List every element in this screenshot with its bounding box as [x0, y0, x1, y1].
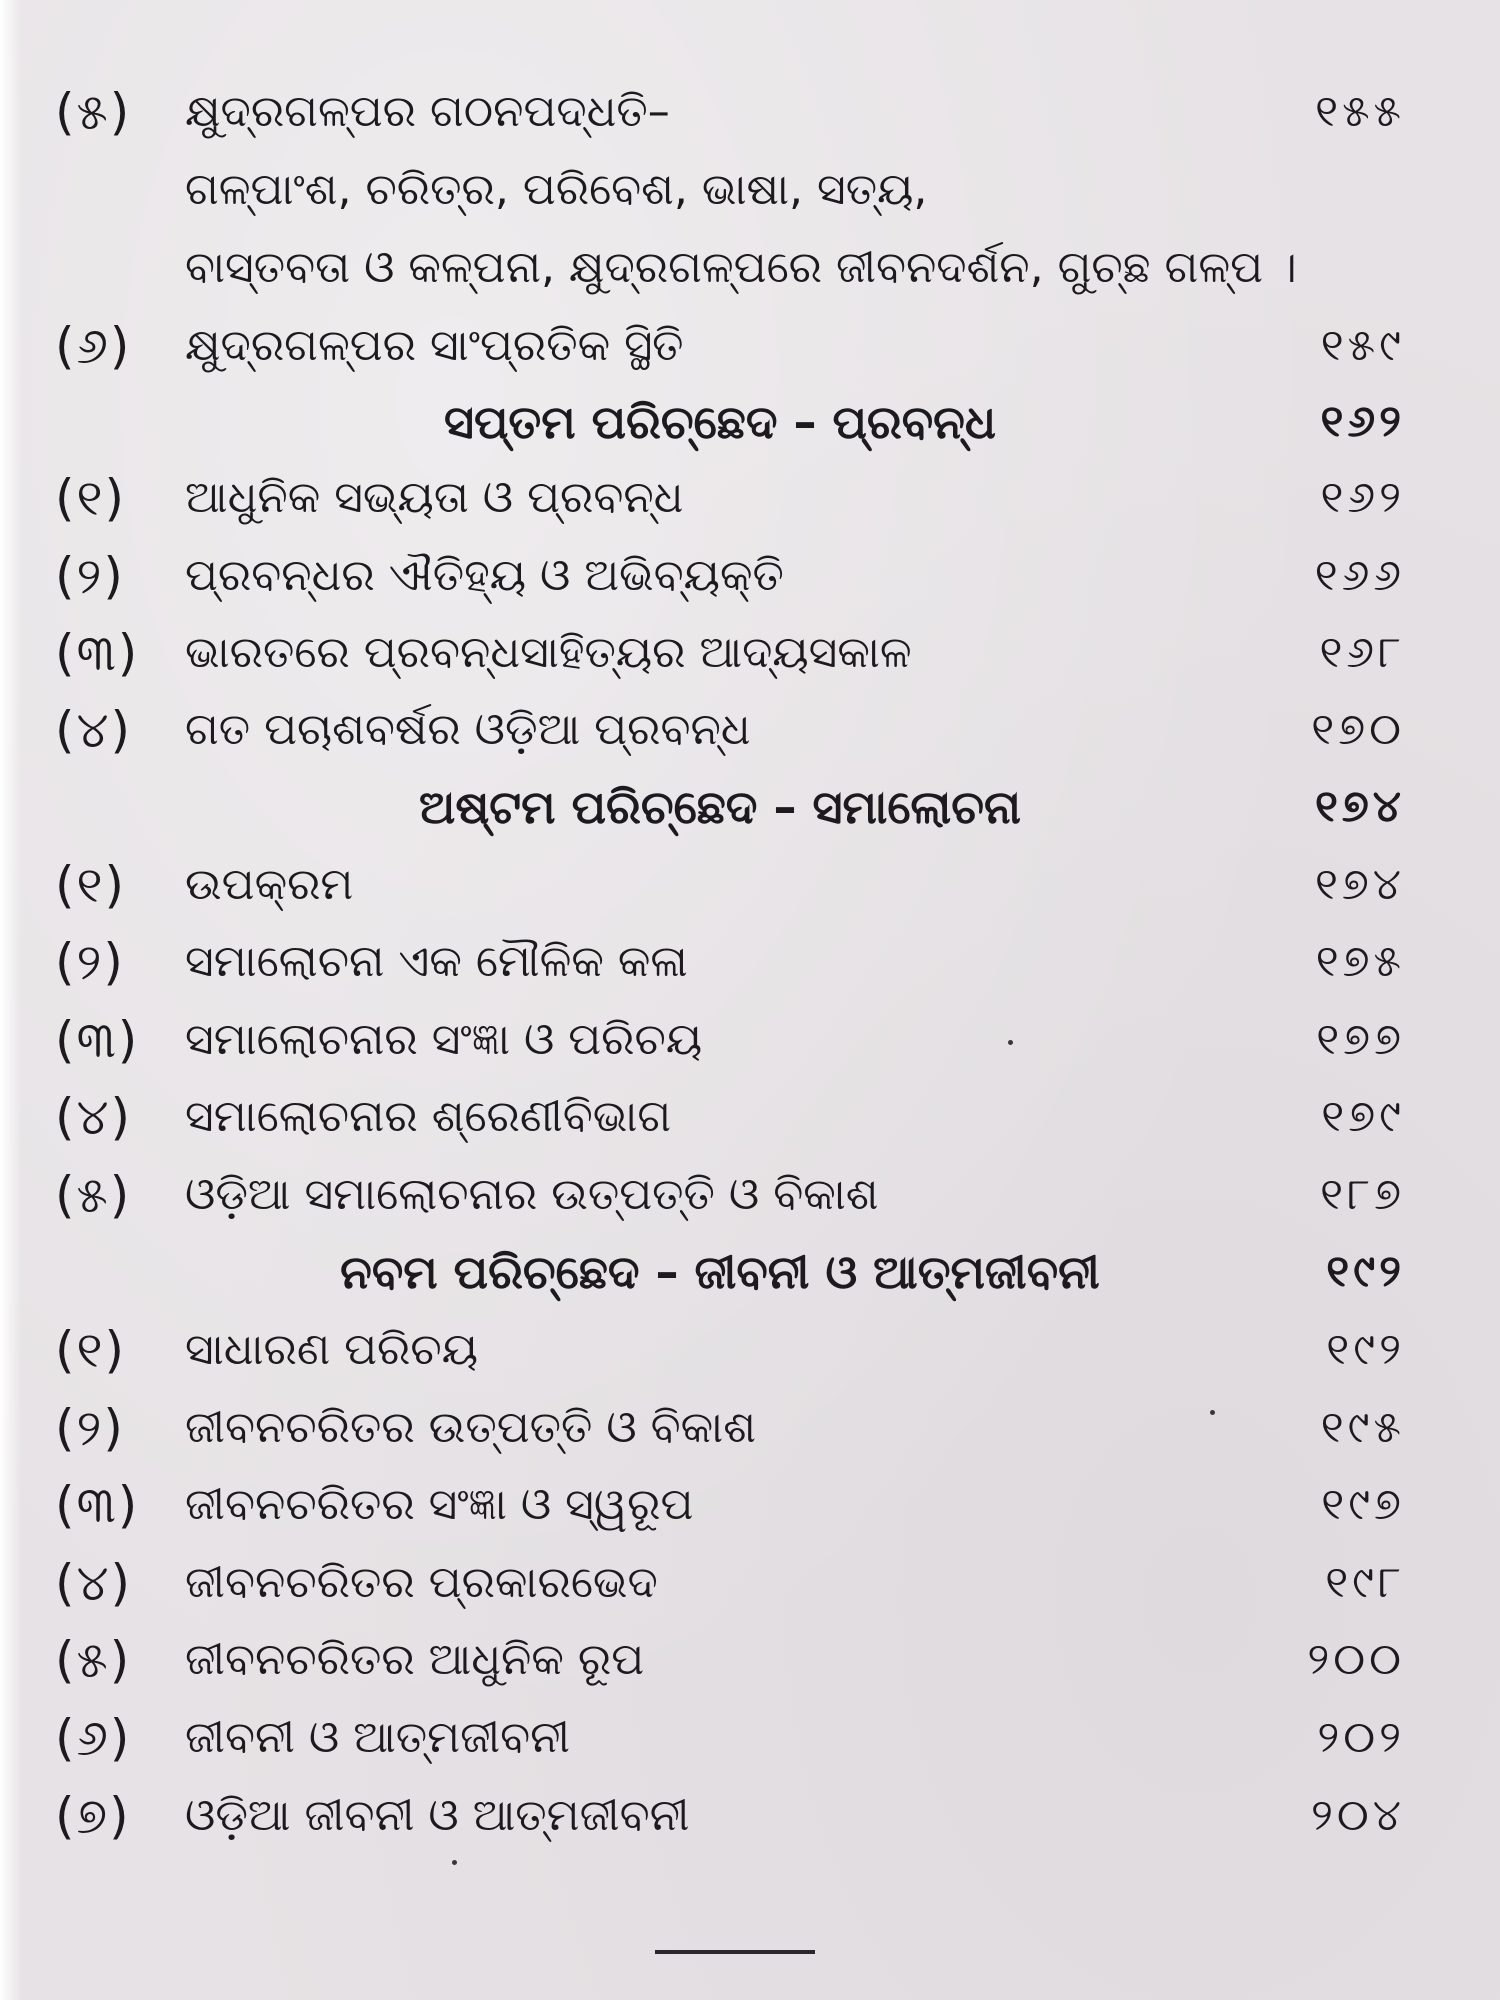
entry-page-number: ୧୭୪ — [1314, 859, 1405, 910]
entry-page-number: ୨୦୨ — [1317, 1712, 1405, 1763]
entry-page-number: ୧୭୭ — [1316, 1014, 1405, 1065]
entry-title: ସମାଲୋଚନାର ସଂଜ୍ଞା ଓ ପରିଚୟ — [185, 1014, 703, 1065]
entry-title: ସାଧାରଣ ପରିଚୟ — [185, 1324, 478, 1375]
entry-number: (୫) — [55, 83, 132, 141]
toc-entry — [0, 690, 1500, 770]
entry-page-number: ୧୯୭ — [1321, 1479, 1405, 1530]
toc-entry — [0, 1465, 1500, 1545]
entry-title: ସମାଲୋଚନାର ଶ୍ରେଣୀବିଭାଗ — [185, 1091, 672, 1142]
toc-entry — [0, 1620, 1500, 1700]
entry-title: ଉପକ୍ରମ — [185, 859, 354, 910]
entry-page-number: ୨୦୪ — [1311, 1790, 1405, 1841]
entry-title: କ୍ଷୁଦ୍ରଗଳ୍ପର ସାଂପ୍ରତିକ ସ୍ଥିତି — [185, 320, 684, 371]
entry-number: (୬) — [55, 317, 132, 375]
chapter-page-number: ୧୭୪ — [1314, 781, 1405, 832]
entry-number: (୨) — [55, 547, 125, 605]
toc-entry-continuation — [0, 150, 1500, 230]
chapter-heading — [0, 382, 1500, 462]
speck-mark — [1008, 1040, 1013, 1045]
toc-entry — [0, 1388, 1500, 1468]
chapter-title: ଅଷ୍ଟମ ପରିଚ୍ଛେଦ – ସମାଲୋଚନା — [419, 780, 1021, 834]
toc-entry — [0, 613, 1500, 693]
entry-title: ଜୀବନଚରିତର ଆଧୁନିକ ରୂପ — [185, 1634, 645, 1685]
entry-number: (୪) — [55, 1554, 133, 1612]
toc-entry — [0, 1077, 1500, 1157]
chapter-title: ନବମ ପରିଚ୍ଛେଦ – ଜୀବନୀ ଓ ଆତ୍ମଜୀବନୀ — [340, 1245, 1100, 1299]
toc-entry-continuation — [0, 228, 1500, 308]
entry-page-number: ୧୬୮ — [1319, 627, 1405, 678]
toc-entry — [0, 458, 1500, 538]
entry-number: (୧) — [55, 469, 127, 527]
entry-page-number: ୧୫୯ — [1320, 320, 1405, 371]
entry-page-number: ୧୫୫ — [1315, 86, 1405, 137]
entry-number: (୪) — [55, 701, 133, 759]
entry-title: ପ୍ରବନ୍ଧର ଐତିହ୍ୟ ଓ ଅଭିବ୍ୟକ୍ତି — [185, 550, 784, 601]
toc-entry — [0, 1000, 1500, 1080]
entry-number: (୫) — [55, 1631, 132, 1689]
chapter-page-number: ୧୬୨ — [1320, 396, 1405, 447]
speck-mark — [452, 1860, 457, 1865]
entry-page-number: ୧୬୨ — [1320, 472, 1405, 523]
entry-title: ଓଡ଼ିଆ ସମାଲୋଚନାର ଉତ୍ପତ୍ତି ଓ ବିକାଶ — [185, 1169, 879, 1220]
entry-title: ଜୀବନୀ ଓ ଆତ୍ମଜୀବନୀ — [185, 1712, 570, 1763]
toc-entry — [0, 1155, 1500, 1235]
toc-entry — [0, 306, 1500, 386]
entry-page-number: ୨୦୦ — [1307, 1634, 1405, 1685]
entry-title: ଭାରତରେ ପ୍ରବନ୍ଧସାହିତ୍ୟର ଆଦ୍ୟସକାଳ — [185, 627, 912, 678]
entry-title: ସମାଲୋଚନା ଏକ ମୌଳିକ କଳା — [185, 936, 688, 987]
entry-page-number: ୧୭୦ — [1311, 704, 1405, 755]
entry-number: (୬) — [55, 1709, 132, 1767]
toc-entry — [0, 1776, 1500, 1856]
entry-number: (୩) — [55, 1011, 140, 1069]
toc-entry — [0, 1543, 1500, 1623]
entry-number: (୧) — [55, 856, 127, 914]
chapter-title: ସପ୍ତମ ପରିଚ୍ଛେଦ – ପ୍ରବନ୍ଧ — [444, 395, 996, 449]
toc-entry — [0, 536, 1500, 616]
entry-number: (୨) — [55, 933, 125, 991]
entry-number: (୭) — [55, 1787, 131, 1845]
entry-number: (୪) — [55, 1088, 133, 1146]
entry-number: (୨) — [55, 1399, 125, 1457]
entry-continuation-text: ଗଳ୍ପାଂଶ, ଚରିତ୍ର, ପରିବେଶ, ଭାଷା, ସତ୍ୟ, — [185, 164, 928, 215]
entry-number: (୫) — [55, 1166, 132, 1224]
entry-title: ଜୀବନଚରିତର ଉତ୍ପତ୍ତି ଓ ବିକାଶ — [185, 1402, 756, 1453]
entry-title: ଜୀବନଚରିତର ସଂଜ୍ଞା ଓ ସ୍ୱରୂପ — [185, 1479, 694, 1530]
entry-title: କ୍ଷୁଦ୍ରଗଳ୍ପର ଗଠନପଦ୍ଧତି– — [185, 86, 670, 137]
toc-entry — [0, 845, 1500, 925]
entry-title: ଜୀବନଚରିତର ପ୍ରକାରଭେଦ — [185, 1557, 658, 1608]
end-divider-line — [655, 1950, 815, 1954]
entry-page-number: ୧୯୨ — [1326, 1324, 1405, 1375]
entry-page-number: ୧୬୬ — [1314, 550, 1405, 601]
entry-page-number: ୧୯୮ — [1325, 1557, 1405, 1608]
entry-title: ଓଡ଼ିଆ ଜୀବନୀ ଓ ଆତ୍ମଜୀବନୀ — [185, 1790, 690, 1841]
entry-continuation-text: ବାସ୍ତବତା ଓ କଳ୍ପନା, କ୍ଷୁଦ୍ରଗଳ୍ପରେ ଜୀବନଦର୍ଶନ, ଗୁଚ୍ଛ ଗଳ୍ପ । — [185, 242, 1297, 293]
entry-title: ଗତ ପଚାଶବର୍ଷର ଓଡ଼ିଆ ପ୍ରବନ୍ଧ — [185, 704, 751, 755]
entry-page-number: ୧୯୫ — [1320, 1402, 1405, 1453]
entry-page-number: ୧୮୭ — [1320, 1169, 1405, 1220]
toc-entry — [0, 922, 1500, 1002]
toc-entry — [0, 1698, 1500, 1778]
entry-title: ଆଧୁନିକ ସଭ୍ୟତା ଓ ପ୍ରବନ୍ଧ — [185, 472, 684, 523]
speck-mark — [1210, 1410, 1215, 1415]
entry-page-number: ୧୭୯ — [1321, 1091, 1405, 1142]
entry-number: (୧) — [55, 1321, 127, 1379]
toc-entry — [0, 1310, 1500, 1390]
entry-page-number: ୧୭୫ — [1315, 936, 1405, 987]
entry-number: (୩) — [55, 624, 140, 682]
chapter-page-number: ୧୯୨ — [1326, 1246, 1405, 1297]
entry-number: (୩) — [55, 1476, 140, 1534]
chapter-heading — [0, 1232, 1500, 1312]
chapter-heading — [0, 767, 1500, 847]
toc-entry — [0, 72, 1500, 152]
